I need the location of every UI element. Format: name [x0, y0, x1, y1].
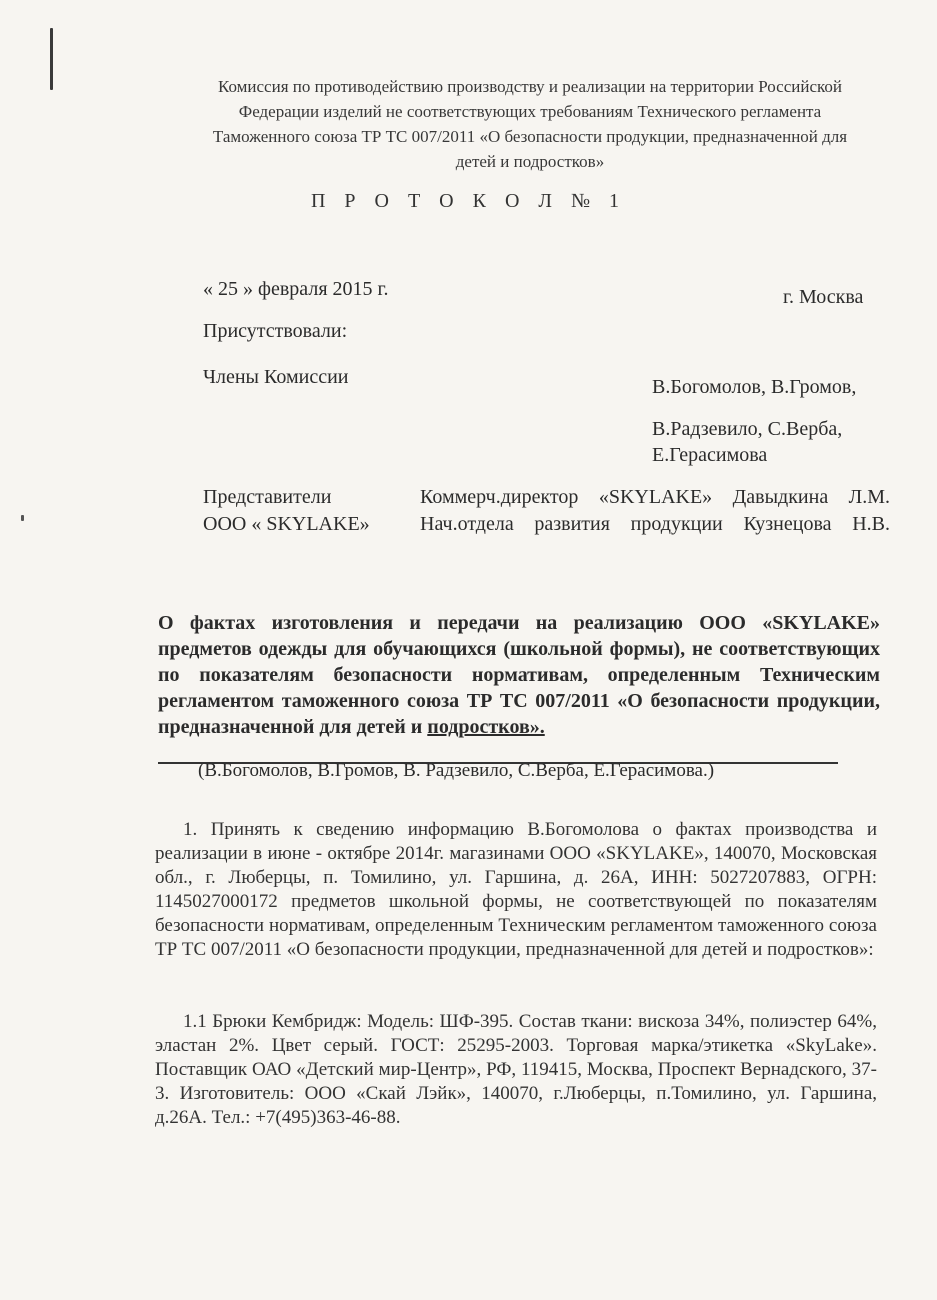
header-line: детей и подростков» [455, 152, 605, 171]
representatives-label-line: Представители [203, 486, 332, 508]
representative-line: Коммерч.директор «SKYLAKE» Давыдкина Л.М. [420, 486, 890, 508]
paragraph-1 [155, 818, 877, 962]
paragraph-1-text: 1. Принять к сведению информацию В.Богомолова о фактах производства и реализации в июне - октябре 2014г. магазинами ООО «SKYLAKE», 140070, Московская обл., г. Люберцы, п. Томилино, ул. Гаршина, д. 26А, ИНН: 5027207883, ОГРН: 1145027000172 предметов школьной формы, не соответствующей по показателям безопасности нормативам, определенным Техническим регламентом таможенного союза ТР ТС 007/2011 «О безопасности продукции, предназначенной для детей и подростков»: [155, 819, 877, 960]
speakers-line: (В.Богомолов, В.Громов, В. Радзевило, С.Верба, Е.Герасимова.) [198, 760, 715, 781]
header-line: Таможенного союза ТР ТС 007/2011 «О безопасности продукции, предназначенной для [212, 127, 848, 146]
members-label: Члены Комиссии [203, 366, 349, 388]
protocol-date: « 25 » февраля 2015 г. [203, 278, 389, 300]
representative-line: Нач.отдела развития продукции Кузнецова Н.В. [420, 513, 890, 535]
agenda-topic-text: О фактах изготовления и передачи на реализацию ООО «SKYLAKE» предметов одежды для обучающихся (школьной формы), не соответствующих по показателям безопасности нормативам, определенным Техническим регламентом таможенного союза ТР ТС 007/2011 «О безопасности продукции, предназначенной для детей и [158, 612, 880, 738]
protocol-city: г. Москва [783, 286, 864, 308]
header-line: Комиссия по противодействию производству и реализации на территории Российской [217, 77, 843, 96]
members-list [652, 374, 912, 468]
paragraph-1-1-text: 1.1 Брюки Кембридж: Модель: ШФ-395. Состав ткани: вискоза 34%, полиэстер 64%, эластан 2%. Цвет серый. ГОСТ: 25295-2003. Торговая марка/этикетка «SkyLake». Поставщик ОАО «Детский мир-Центр», РФ, 119415, Москва, Проспект Вернадского, 37-3. Изготовитель: ООО «Скай Лэйк», 140070, г.Люберцы, п.Томилино, ул. Гаршина, д.26А. Тел.: +7(495)363-46-88. [155, 1011, 877, 1128]
margin-pen-mark [50, 28, 53, 90]
agenda-topic [158, 610, 880, 740]
commission-header [170, 74, 890, 174]
paragraph-1-1 [155, 1010, 877, 1130]
representatives-label-line: ООО « SKYLAKE» [203, 513, 370, 535]
member-line: В.Радзевило, С.Верба, [652, 418, 843, 440]
header-line: Федерации изделий не соответствующих требованиям Технического регламента [238, 102, 822, 121]
representatives-list [420, 484, 890, 538]
member-line: В.Богомолов, В.Громов, [652, 376, 857, 398]
margin-dot-mark [21, 515, 24, 521]
member-line: Е.Герасимова [652, 444, 768, 466]
present-label: Присутствовали: [203, 320, 348, 342]
protocol-title: П Р О Т О К О Л № 1 [310, 190, 627, 212]
agenda-topic-last: подростков». [427, 716, 545, 738]
representatives-label [203, 484, 403, 538]
